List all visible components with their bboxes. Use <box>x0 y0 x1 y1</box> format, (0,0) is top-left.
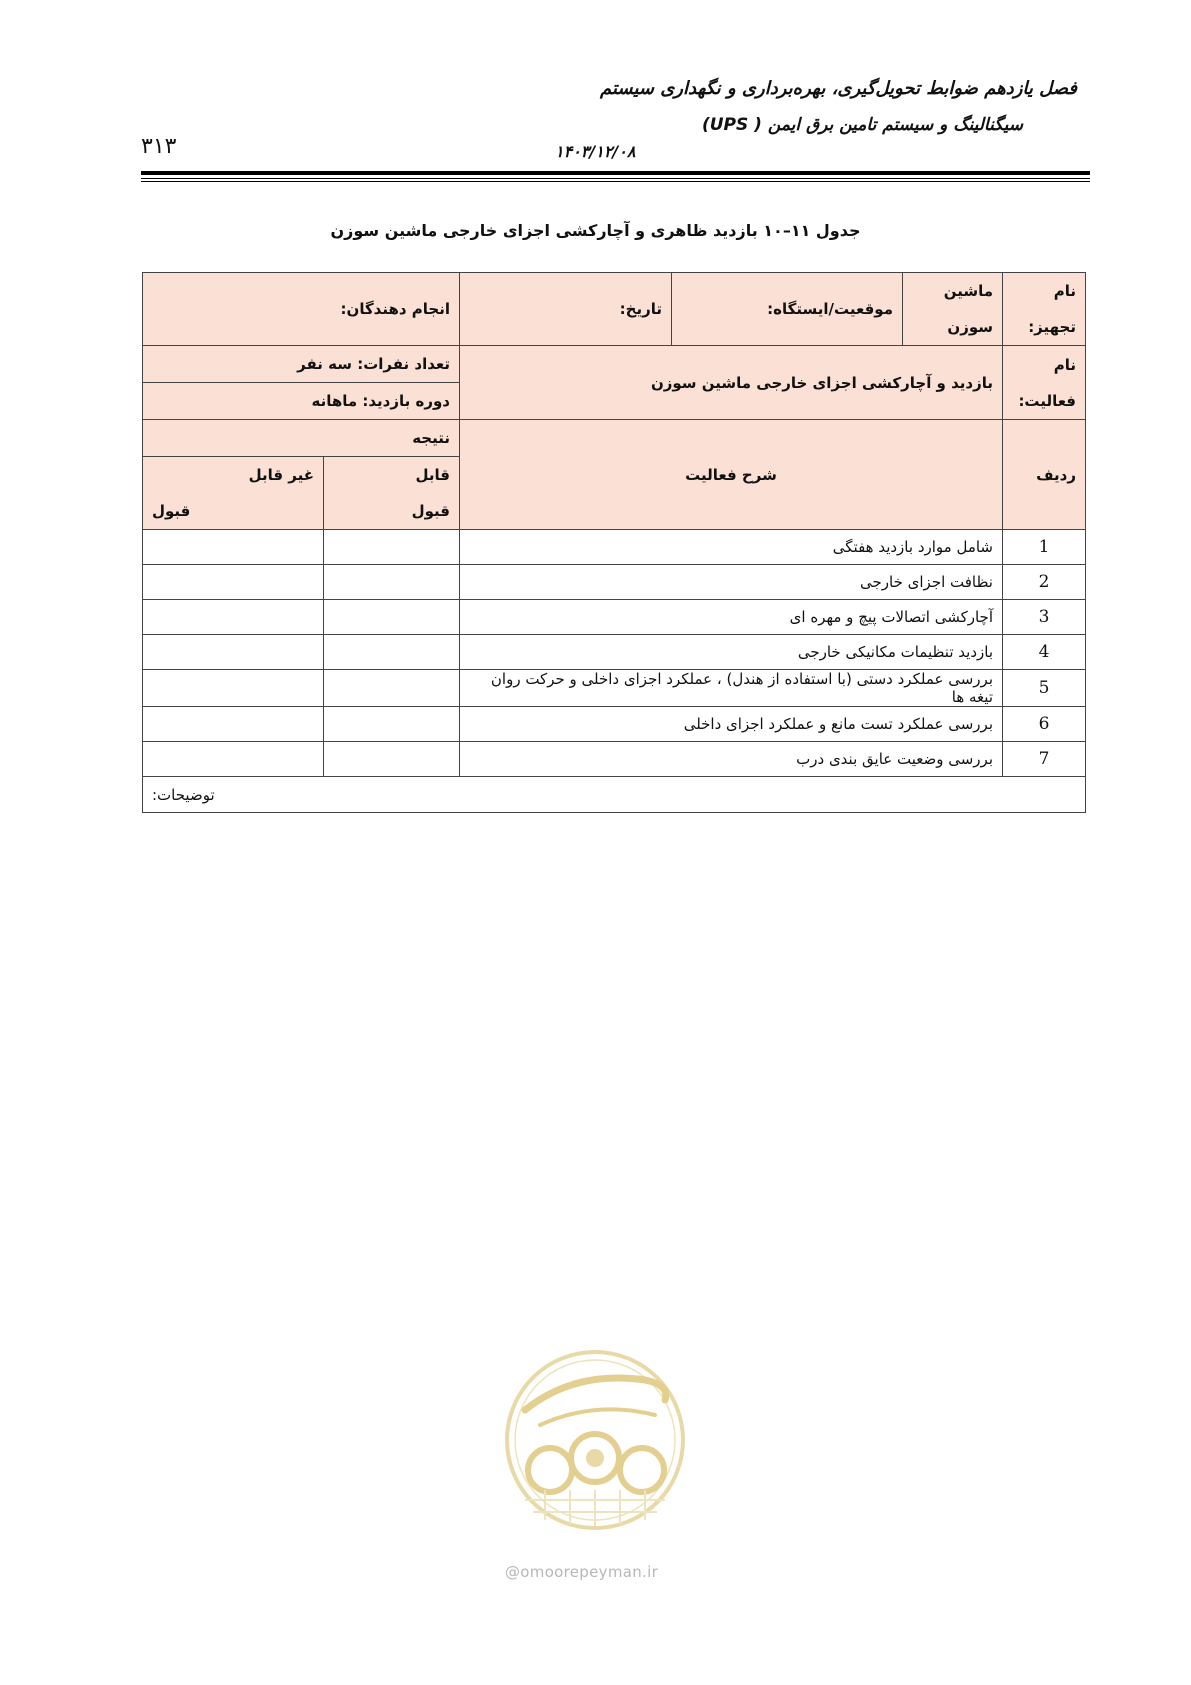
column-header-description: شرح فعالیت <box>460 420 1003 530</box>
chapter-title: فصل یازدهم ضوابط تحویل‌گیری، بهره‌برداری و نگهداری سیستم <box>599 78 1077 99</box>
acceptable-cell[interactable] <box>324 565 460 600</box>
column-header-not-acceptable: غیر قابل قبول <box>143 457 324 530</box>
not-acceptable-cell[interactable] <box>143 565 324 600</box>
row-number: 2 <box>1003 565 1086 600</box>
row-number: 4 <box>1003 635 1086 670</box>
header-rule-thick <box>141 171 1090 175</box>
row-number: 7 <box>1003 742 1086 777</box>
column-header-row: ردیف <box>1003 420 1086 530</box>
table-title: جدول ۱۱–۱۰ بازدید ظاهری و آچارکشی اجزای خارجی ماشین سوزن <box>330 221 861 240</box>
row-number: 5 <box>1003 670 1086 707</box>
not-acceptable-cell[interactable] <box>143 635 324 670</box>
header-date: ۱۴۰۳/۱۲/۰۸ <box>555 142 636 161</box>
acceptable-cell[interactable] <box>324 635 460 670</box>
acceptable-cell[interactable] <box>324 530 460 565</box>
table-row <box>143 635 1086 670</box>
activity-value: بازدید و آچارکشی اجزای خارجی ماشین سوزن <box>460 346 1003 420</box>
row-number: 3 <box>1003 600 1086 635</box>
not-acceptable-cell[interactable] <box>143 670 324 707</box>
date-field[interactable]: تاریخ: <box>460 273 672 346</box>
notes-field[interactable]: توضیحات: <box>143 777 1086 813</box>
watermark-url: @omoorepeyman.ir <box>505 1563 659 1581</box>
row-description: شامل موارد بازدید هفتگی <box>460 530 1003 565</box>
performers-field[interactable]: انجام دهندگان: <box>143 273 460 346</box>
column-header-acceptable: قابل قبول <box>324 457 460 530</box>
row-description: بررسی عملکرد دستی (با استفاده از هندل) ، عملکرد اجزای داخلی و حرکت روان تیغه ها <box>460 670 1003 707</box>
not-acceptable-cell[interactable] <box>143 742 324 777</box>
acceptable-cell[interactable] <box>324 670 460 707</box>
acceptable-cell[interactable] <box>324 742 460 777</box>
acceptable-cell[interactable] <box>324 707 460 742</box>
table-row <box>143 707 1086 742</box>
section-subtitle: سیگنالینگ و سیستم تامین برق ایمن ( UPS) <box>701 115 1023 135</box>
not-acceptable-cell[interactable] <box>143 707 324 742</box>
row-description: بررسی عملکرد تست مانع و عملکرد اجزای داخلی <box>460 707 1003 742</box>
row-number: 1 <box>1003 530 1086 565</box>
column-header-result: نتیجه <box>143 420 460 457</box>
table-row <box>143 670 1086 707</box>
table-row <box>143 742 1086 777</box>
activity-label: نام فعالیت: <box>1003 346 1086 420</box>
not-acceptable-cell[interactable] <box>143 600 324 635</box>
header-rule-thin <box>141 178 1090 179</box>
watermark-logo <box>495 1340 695 1570</box>
header-rule-thin-2 <box>141 181 1090 182</box>
equipment-label: نام تجهیز: <box>1003 273 1086 346</box>
row-description: نظافت اجزای خارجی <box>460 565 1003 600</box>
inspection-form <box>142 272 1085 813</box>
crew-count: تعداد نفرات: سه نفر <box>143 346 460 383</box>
inspection-period: دوره بازدید: ماهانه <box>143 383 460 420</box>
table-row <box>143 565 1086 600</box>
row-number: 6 <box>1003 707 1086 742</box>
row-description: آچارکشی اتصالات پیچ و مهره ای <box>460 600 1003 635</box>
equipment-value: ماشین سوزن <box>903 273 1003 346</box>
table-row <box>143 600 1086 635</box>
page-number: ۳۱۳ <box>141 134 177 159</box>
not-acceptable-cell[interactable] <box>143 530 324 565</box>
row-description: بررسی وضعیت عایق بندی درب <box>460 742 1003 777</box>
row-description: بازدید تنظیمات مکانیکی خارجی <box>460 635 1003 670</box>
table-row <box>143 530 1086 565</box>
location-field[interactable]: موقعیت/ایستگاه: <box>672 273 903 346</box>
acceptable-cell[interactable] <box>324 600 460 635</box>
